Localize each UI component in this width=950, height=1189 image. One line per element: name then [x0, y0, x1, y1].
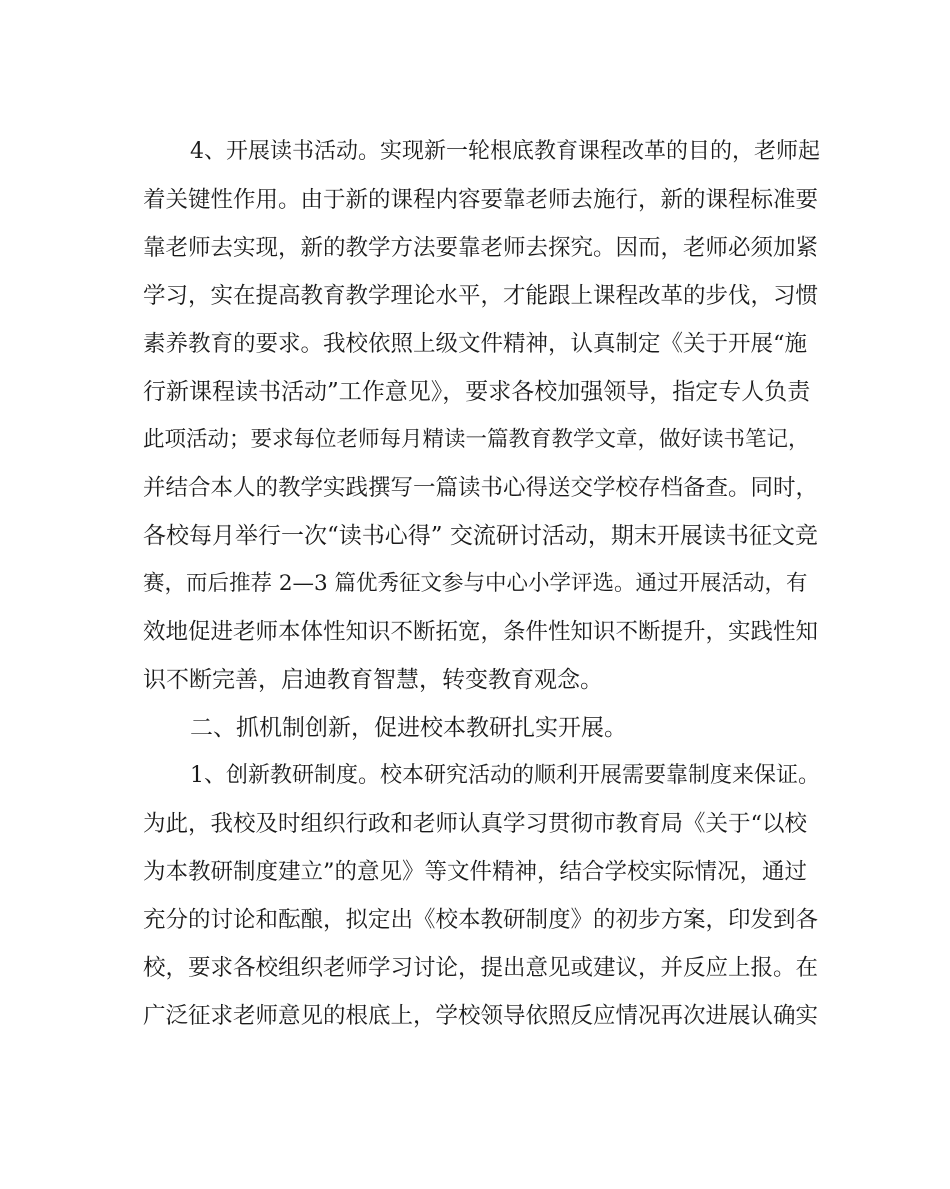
text-line: 学习，实在提高教育教学理论水平，才能跟上课程改革的步伐，习惯	[143, 283, 819, 309]
text-line: 为此，我校及时组织行政和老师认真学习贯彻市教育局《关于“以校	[143, 811, 808, 837]
text-line: 着关键性作用。由于新的课程内容要靠老师去施行，新的课程标准要	[143, 187, 819, 213]
text-line: 并结合本人的教学实践撰写一篇读书心得送交学校存档备查。同时，	[143, 475, 819, 501]
text-line: 为本教研制度建立”的意见》等文件精神，结合学校实际情况，通过	[143, 859, 808, 885]
text-line: 效地促进老师本体性知识不断拓宽，条件性知识不断提升，实践性知	[143, 619, 819, 645]
text-line: 行新课程读书活动”工作意见》，要求各校加强领导，指定专人负责	[143, 379, 811, 405]
text-line: 1、创新教研制度。校本研究活动的顺利开展需要靠制度来保证。	[190, 763, 820, 788]
text-line: 赛，而后推荐 2—3 篇优秀征文参与中心小学评选。通过开展活动，有	[143, 571, 808, 596]
text-line: 此项活动；要求每位老师每月精读一篇教育教学文章，做好读书笔记，	[143, 427, 810, 452]
text-line: 素养教育的要求。我校依照上级文件精神，认真制定《关于开展“施	[143, 331, 808, 357]
text-line: 靠老师去实现，新的教学方法要靠老师去探究。因而，老师必须加紧	[143, 235, 819, 261]
text-line: 充分的讨论和酝酿，拟定出《校本教研制度》的初步方案，印发到各	[143, 907, 819, 933]
text-line: 校，要求各校组织老师学习讨论，提出意见或建议，并反应上报。在	[143, 955, 819, 981]
text-line: 广泛征求老师意见的根底上，学校领导依照反应情况再次进展认确实	[143, 1003, 819, 1029]
text-line: 识不断完善，启迪教育智慧，转变教育观念。	[143, 667, 603, 693]
section-heading: 二、抓机制创新，促进校本教研扎实开展。	[190, 715, 627, 741]
text-line: 各校每月举行一次“读书心得” 交流研讨活动，期末开展读书征文竞	[143, 523, 818, 549]
text-line: 4、开展读书活动。实现新一轮根底教育课程改革的目的，老师起	[190, 139, 820, 164]
